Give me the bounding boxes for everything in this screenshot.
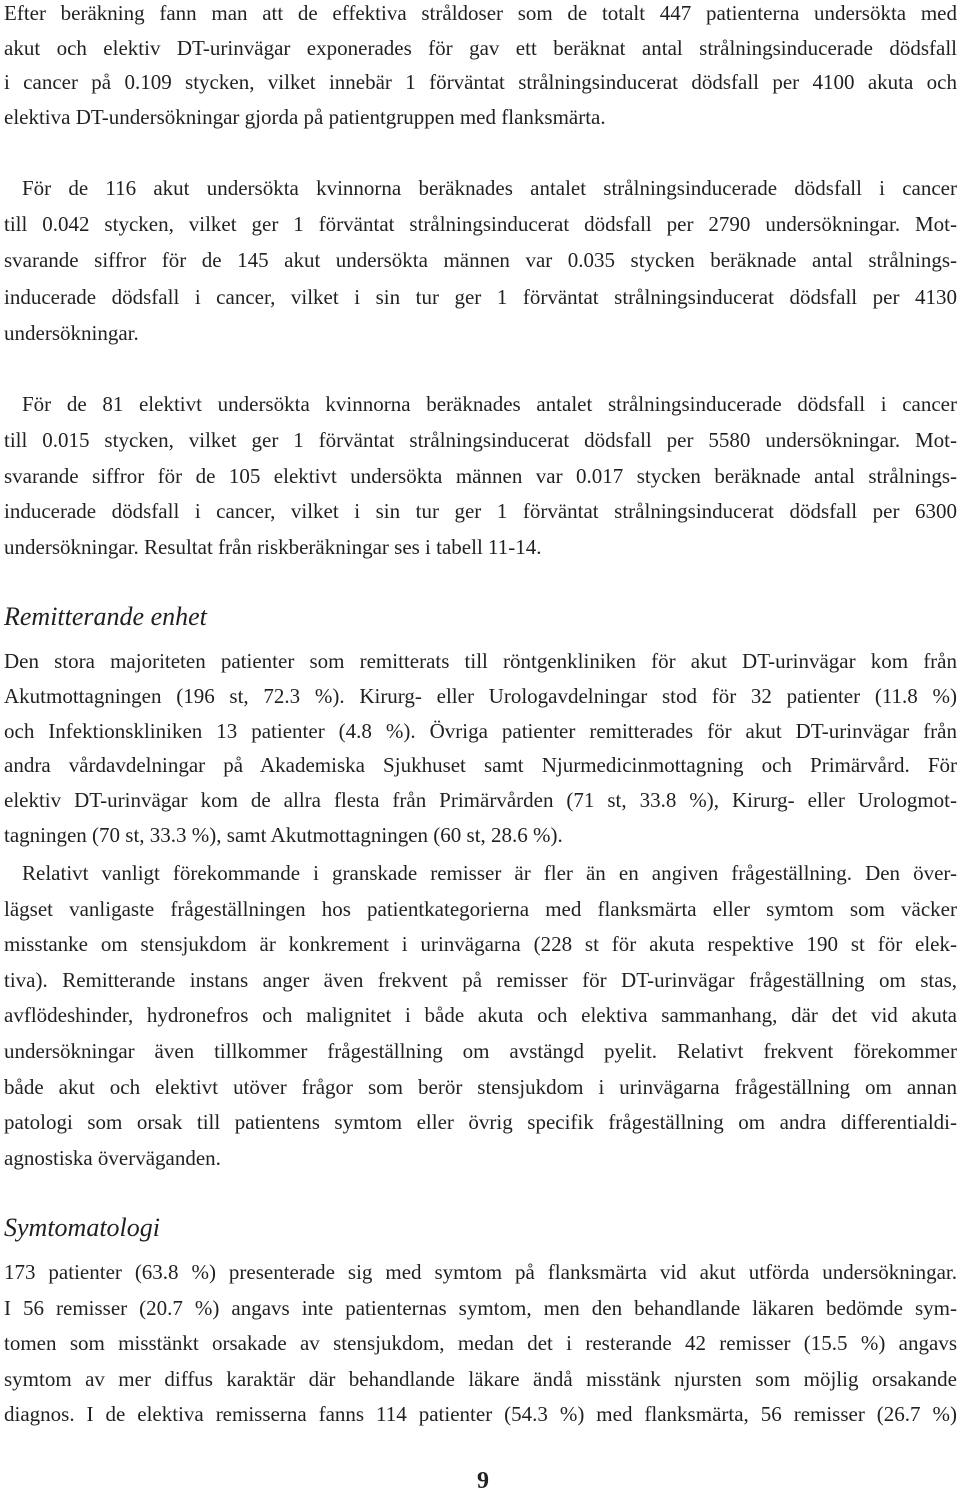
text-line: till 0.042 stycken, vilket ger 1 förväntat strålningsinducerat dödsfall per 2790 undersökningar. Mot- <box>4 212 957 237</box>
text-line: inducerade dödsfall i cancer, vilket i sin tur ger 1 förväntat strålningsinducerat dödsfall per 6300 <box>4 499 957 524</box>
paragraph-referring-units <box>4 644 957 853</box>
text-line: patologi som orsak till patientens symtom eller övrig specifik frågeställning om andra differentialdi- <box>4 1110 957 1135</box>
text-line: undersökningar även tillkommer frågeställning om avstängd pyelit. Relativt frekvent förekommer <box>4 1038 957 1063</box>
text-line: Relativt vanligt förekommande i granskade remisser är fler än en angiven frågeställning. Den över- <box>22 861 957 885</box>
text-line: För de 81 elektivt undersökta kvinnorna beräknades antalet strålningsinducerade dödsfall i cancer <box>22 392 957 416</box>
text-line: Efter beräkning fann man att de effektiva stråldoser som de totalt 447 patienterna undersökta med <box>4 1 957 25</box>
text-line: undersökningar. <box>4 320 139 345</box>
paragraph-total-risk <box>4 0 957 135</box>
text-line: till 0.015 stycken, vilket ger 1 förväntat strålningsinducerat dödsfall per 5580 undersökningar. Mot- <box>4 427 957 452</box>
text-line: I 56 remisser (20.7 %) angavs inte patienternas symtom, men den behandlande läkaren bedömde sym- <box>4 1295 957 1320</box>
text-line: diagnos. I de elektiva remisserna fanns 114 patienter (54.3 %) med flanksmärta, 56 remisser (26.7 %) <box>4 1402 957 1426</box>
text-line: lägset vanligaste frågeställningen hos patientkategorierna med flanksmärta eller symtom som väcker <box>4 896 957 921</box>
text-line: undersökningar. Resultat från riskberäkningar ses i tabell 11-14. <box>4 535 542 559</box>
paragraph-elective-risk <box>4 387 957 566</box>
text-line: Akutmottagningen (196 st, 72.3 %). Kirurg- eller Urologavdelningar stod för 32 patienter (11.8 %) <box>4 683 957 708</box>
text-line: misstanke om stensjukdom är konkrement i urinvägarna (228 st för akuta respektive 190 st för elek- <box>4 932 957 957</box>
text-line: symtom av mer diffus karaktär där behandlande läkare ändå misstänk njursten som möjlig orsakande <box>4 1366 957 1391</box>
text-line: akut och elektiv DT-urinvägar exponerades för gav ett beräknat antal strålningsinducerade dödsfall <box>4 35 957 60</box>
text-line: elektiv DT-urinvägar kom de allra flesta från Primärvården (71 st, 33.8 %), Kirurg- eller Urologmot- <box>4 788 957 813</box>
text-line: tomen som misstänkt orsakade av stensjukdom, medan det i resterande 42 remisser (15.5 %) angavs <box>4 1331 957 1355</box>
page-number: 9 <box>477 1468 489 1494</box>
text-line: inducerade dödsfall i cancer, vilket i sin tur ger 1 förväntat strålningsinducerat dödsfall per 4130 <box>4 284 957 309</box>
text-line: agnostiska överväganden. <box>4 1145 221 1170</box>
section-heading-symtomatologi: Symtomatologi <box>4 1213 160 1242</box>
text-line: svarande siffror för de 145 akut undersökta männen var 0.035 stycken beräknade antal strålnings- <box>4 248 957 273</box>
text-line: Den stora majoriteten patienter som remitterats till röntgenkliniken för akut DT-urinvägar kom från <box>4 649 957 673</box>
text-line: För de 116 akut undersökta kvinnorna beräknades antalet strålningsinducerade dödsfall i cancer <box>22 176 957 200</box>
text-line: i cancer på 0.109 stycken, vilket innebär 1 förväntat strålningsinducerat dödsfall per 4100 akuta och <box>4 70 957 95</box>
section-heading-remitterande-enhet: Remitterande enhet <box>4 602 207 631</box>
text-line: både akut och elektivt utöver frågor som berör stensjukdom i urinvägarna frågeställning om annan <box>4 1074 957 1099</box>
text-line: avflödeshinder, hydronefros och malignitet i både akuta och elektiva sammanhang, där det vid akuta <box>4 1003 957 1028</box>
text-line: och Infektionskliniken 13 patienter (4.8 %). Övriga patienter remitterades för akut DT-urinvägar från <box>4 718 957 743</box>
text-line: 173 patienter (63.8 %) presenterade sig med symtom på flanksmärta vid akut utförda undersökningar. <box>4 1260 957 1284</box>
text-line: andra vårdavdelningar på Akademiska Sjukhuset samt Njurmedicinmottagning och Primärvård. För <box>4 753 957 778</box>
paragraph-acute-risk <box>4 170 957 351</box>
paragraph-symptoms <box>4 1255 957 1433</box>
paragraph-referral-questions <box>4 856 957 1176</box>
text-line: tagningen (70 st, 33.3 %), samt Akutmottagningen (60 st, 28.6 %). <box>4 822 563 847</box>
text-line: svarande siffror för de 105 elektivt undersökta männen var 0.017 stycken beräknade antal strålnings- <box>4 463 957 488</box>
text-line: tiva). Remitterande instans anger även frekvent på remisser för DT-urinvägar frågeställning om stas, <box>4 967 957 992</box>
text-line: elektiva DT-undersökningar gjorda på patientgruppen med flanksmärta. <box>4 105 606 130</box>
